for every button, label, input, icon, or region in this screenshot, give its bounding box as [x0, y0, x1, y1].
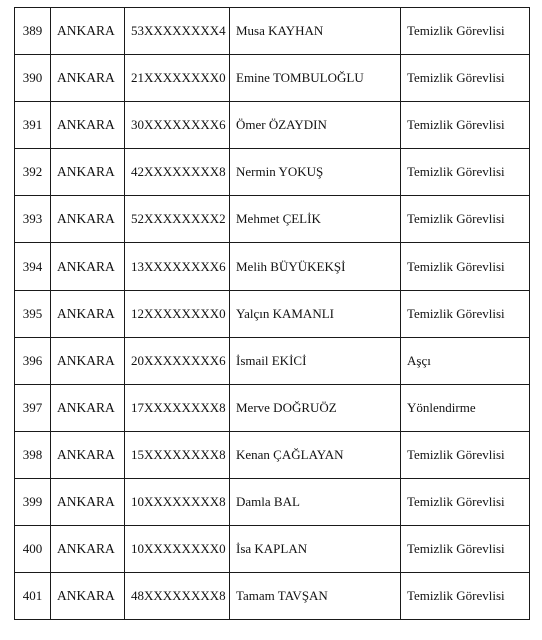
- full-name-cell: İsa KAPLAN: [230, 526, 401, 573]
- full-name-cell: Yalçın KAMANLI: [230, 290, 401, 337]
- job-title-cell: Temizlik Görevlisi: [401, 573, 530, 620]
- table-row: [15, 243, 530, 290]
- row-number: 397: [15, 384, 51, 431]
- row-number: 390: [15, 55, 51, 102]
- id-number-cell: 20XXXXXXXX6: [125, 337, 230, 384]
- job-title-cell: Temizlik Görevlisi: [401, 243, 530, 290]
- job-title-cell: Temizlik Görevlisi: [401, 290, 530, 337]
- personnel-table: [14, 7, 530, 620]
- row-number: 393: [15, 196, 51, 243]
- full-name-cell: Emine TOMBULOĞLU: [230, 55, 401, 102]
- table-row: [15, 478, 530, 525]
- city-cell: ANKARA: [51, 196, 125, 243]
- id-number-cell: 17XXXXXXXX8: [125, 384, 230, 431]
- full-name-cell: Ömer ÖZAYDIN: [230, 102, 401, 149]
- job-title-cell: Yönlendirme: [401, 384, 530, 431]
- city-cell: ANKARA: [51, 149, 125, 196]
- city-cell: ANKARA: [51, 431, 125, 478]
- id-number-cell: 52XXXXXXXX2: [125, 196, 230, 243]
- row-number: 392: [15, 149, 51, 196]
- id-number-cell: 21XXXXXXXX0: [125, 55, 230, 102]
- table-row: [15, 8, 530, 55]
- full-name-cell: İsmail EKİCİ: [230, 337, 401, 384]
- city-cell: ANKARA: [51, 478, 125, 525]
- city-cell: ANKARA: [51, 337, 125, 384]
- job-title-cell: Temizlik Görevlisi: [401, 102, 530, 149]
- city-cell: ANKARA: [51, 8, 125, 55]
- table-row: [15, 55, 530, 102]
- full-name-cell: Kenan ÇAĞLAYAN: [230, 431, 401, 478]
- table-row: [15, 384, 530, 431]
- city-cell: ANKARA: [51, 526, 125, 573]
- id-number-cell: 12XXXXXXXX0: [125, 290, 230, 337]
- row-number: 399: [15, 478, 51, 525]
- row-number: 398: [15, 431, 51, 478]
- table-row: [15, 431, 530, 478]
- job-title-cell: Temizlik Görevlisi: [401, 8, 530, 55]
- job-title-cell: Temizlik Görevlisi: [401, 431, 530, 478]
- id-number-cell: 48XXXXXXXX8: [125, 573, 230, 620]
- full-name-cell: Mehmet ÇELİK: [230, 196, 401, 243]
- id-number-cell: 13XXXXXXXX6: [125, 243, 230, 290]
- full-name-cell: Melih BÜYÜKEKŞİ: [230, 243, 401, 290]
- job-title-cell: Temizlik Görevlisi: [401, 196, 530, 243]
- table-row: [15, 149, 530, 196]
- city-cell: ANKARA: [51, 573, 125, 620]
- city-cell: ANKARA: [51, 55, 125, 102]
- city-cell: ANKARA: [51, 290, 125, 337]
- full-name-cell: Tamam TAVŞAN: [230, 573, 401, 620]
- id-number-cell: 10XXXXXXXX8: [125, 478, 230, 525]
- id-number-cell: 15XXXXXXXX8: [125, 431, 230, 478]
- row-number: 396: [15, 337, 51, 384]
- table-row: [15, 337, 530, 384]
- job-title-cell: Temizlik Görevlisi: [401, 55, 530, 102]
- full-name-cell: Damla BAL: [230, 478, 401, 525]
- full-name-cell: Musa KAYHAN: [230, 8, 401, 55]
- table-row: [15, 573, 530, 620]
- full-name-cell: Merve DOĞRUÖZ: [230, 384, 401, 431]
- row-number: 395: [15, 290, 51, 337]
- job-title-cell: Temizlik Görevlisi: [401, 149, 530, 196]
- row-number: 400: [15, 526, 51, 573]
- table-row: [15, 102, 530, 149]
- table-row: [15, 526, 530, 573]
- id-number-cell: 30XXXXXXXX6: [125, 102, 230, 149]
- job-title-cell: Temizlik Görevlisi: [401, 478, 530, 525]
- row-number: 391: [15, 102, 51, 149]
- city-cell: ANKARA: [51, 384, 125, 431]
- id-number-cell: 10XXXXXXXX0: [125, 526, 230, 573]
- id-number-cell: 53XXXXXXXX4: [125, 8, 230, 55]
- job-title-cell: Aşçı: [401, 337, 530, 384]
- city-cell: ANKARA: [51, 243, 125, 290]
- row-number: 401: [15, 573, 51, 620]
- table-row: [15, 290, 530, 337]
- table-row: [15, 196, 530, 243]
- job-title-cell: Temizlik Görevlisi: [401, 526, 530, 573]
- city-cell: ANKARA: [51, 102, 125, 149]
- row-number: 389: [15, 8, 51, 55]
- full-name-cell: Nermin YOKUŞ: [230, 149, 401, 196]
- row-number: 394: [15, 243, 51, 290]
- id-number-cell: 42XXXXXXXX8: [125, 149, 230, 196]
